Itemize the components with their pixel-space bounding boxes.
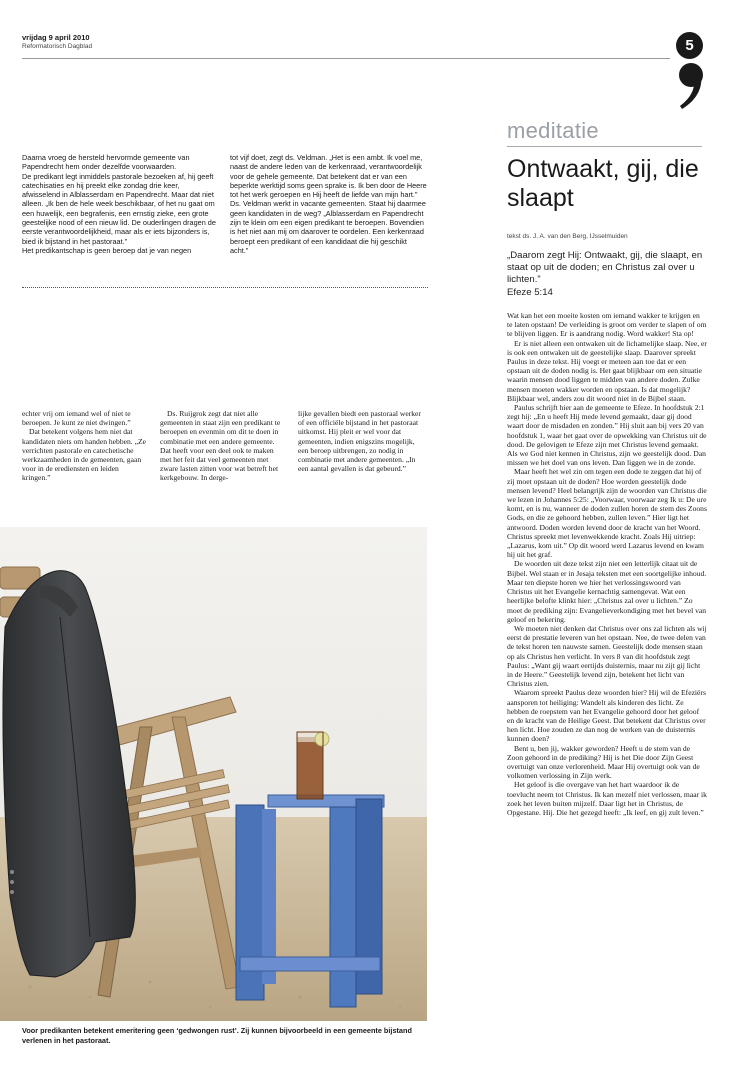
- paragraph: Wat kan het een moeite kosten om iemand wakker te krijgen en te laten opstaan! De verleiding is groot om verder te slapen of om te blijven liggen. Er is aandrang nodig. Word wakker! Sta op!: [507, 311, 707, 339]
- newspaper-name: Reformatorisch Dagblad: [22, 43, 93, 50]
- article-column-2-bottom: [160, 409, 285, 483]
- paragraph: Daarna vroeg de hersteld hervormde gemeente van Papendrecht hem onder dezelfde voorwaarden.: [22, 153, 190, 172]
- photo-chair-jacket-table: [0, 527, 427, 1021]
- article-column-1-top: [22, 153, 217, 255]
- paragraph: Ds. Ruijgrok zegt dat niet alle gemeenten in staat zijn een predikant te beroepen en evenmin om dit te doen in combinatie met een andere gemeente. Dat heeft voor een deel ook te maken met het feit dat veel gemeenten met zware lasten zitten voor wat betreft het kerkgebouw. In derge-: [160, 409, 281, 483]
- paragraph: Maar heeft het wel zin om tegen een dode te zeggen dat hij of zij moet opstaan uit de doden? Hoe worden geestelijk dode mensen levend? Heel belangrijk zijn de woorden van Christus die we lezen in Johannes 5:25: „Voorwaar, voorwaar zeg Ik u: De ure komt, en is nu, wanneer de doden zullen horen de stem des Zoons Gods, en die ze gehoord hebben, zullen leven.” Hier ligt het antwoord. Doden worden levend door de kracht van het Woord. Christus spreekt met levenwekkende kracht. Zoals Hij uitriep: „Lazarus, kom uit.” Op dit woord werd Lazarus levend en kwam hij uit het graf.: [507, 467, 707, 560]
- paragraph: Paulus schrijft hier aan de gemeente te Efeze. In hoofdstuk 2:1 zegt hij: „En u heeft Hij mede levend gemaakt, daar gij dood waart door de misdaden en zonden.” Hij sluit aan bij vers 20 van hoofdstuk 1, waar het gaat over de opwekking van Christus uit de dood. De gelovigen te Efeze zijn met Christus levend gemaakt. Als we God niet kennen in Christus, zijn we geestelijk dood. Dan missen we het doel van ons leven. Dan liggen we in de zonde.: [507, 403, 707, 468]
- paragraph: Het predikantschap is geen beroep dat je van negen: [22, 245, 192, 255]
- section-label: meditatie: [507, 118, 599, 143]
- article-photo: [0, 527, 427, 1021]
- paragraph: echter vrij om iemand wel of niet te beroepen. Je kunt ze niet dwingen.”: [22, 409, 131, 428]
- paragraph: De woorden uit deze tekst zijn niet een letterlijk citaat uit de Bijbel. Wel staan er in Jesaja teksten met een soortgelijke inhoud. Maar ten diepste horen we hier het verlossingswoord van Christus uit het Evangelie kernachtig samengevat. Wat een heerlijke belofte klinkt hier: „Christus zal over u lichten.” Zo moet de prediking zijn: Evangelieverkondiging met het bevel van geloof en bekering.: [507, 559, 707, 624]
- paragraph: Bent u, ben jij, wakker geworden? Heeft u de stem van de Zoon gehoord in de prediking? Hij is het Die door Zijn Geest overtuigt van onze verlorenheid. Maar Hij overtuigt ook van de volkomen verlossing in Zijn werk.: [507, 743, 700, 781]
- bible-quote: „Daarom zegt Hij: Ontwaakt, gij, die slaapt, en staat op uit de doden; en Christus zal over u lichten.”: [507, 250, 703, 286]
- page-date: vrijdag 9 april 2010: [22, 33, 90, 42]
- paragraph: lijke gevallen biedt een pastoraal werker of een officiële bijstand in het pastoraat uitkomst. Hij pleit er wel voor dat gemeenten, indien enigszins mogelijk, een beroep uitbrengen, zo nodig in combinatie met andere gemeenten. „In een aantal gevallen is dat gebeurd.”: [298, 409, 421, 474]
- meditation-title: Ontwaakt, gij, die slaapt: [507, 155, 699, 212]
- comma-logo-icon: [674, 62, 708, 110]
- meditation-body: [507, 311, 707, 817]
- paragraph: Ds. Veldman werkt in vacante gemeenten. Staat hij daarmee geen kandidaten in de weg? „Alblasserdam en Papendrecht zijn te klein om een eigen predikant te beroepen. Bovendien is het niet aan mij om daarover te oordelen. Een kerkenraad beroept een predikant of een kandidaat die hij geschikt acht.”: [230, 199, 426, 255]
- meditation-byline: tekst ds. J. A. van den Berg, IJsselmuiden: [507, 233, 628, 240]
- header-rule: [22, 58, 670, 59]
- paragraph: tot vijf doet, zegt ds. Veldman. „Het is een ambt. Ik voel me, naast de andere leden van de kerkenraad, verantwoordelijk voor de gehele gemeente. Dat betekent dat er van een beperkte werktijd soms geen sprake is. Ik ben door de Heere tot het werk geroepen en Hij heeft de liefde van mijn hart.”: [230, 153, 427, 200]
- section-divider: [22, 287, 428, 288]
- article-column-2-top: [230, 153, 427, 255]
- page-number: 5: [676, 32, 703, 59]
- paragraph: Waarom spreekt Paulus deze woorden hier? Hij wil de Efeziërs aansporen tot heiliging: Wandelt als kinderen des licht. Ze hebben de roepstem van het Evangelie gehoord door het geloof en de kracht van de Heilige Geest. Dat betekent dat Christus over hen licht. Hoe zouden ze dan nog de werken van de duisternis kunnen doen?: [507, 688, 706, 744]
- paragraph: De predikant legt inmiddels pastorale bezoeken af, hij geeft catechisaties en hij preekt elke zondag drie keer, afwisselend in Alblasserdam en Papendrecht. Maar dat niet alleen. „Ik ben de hele week beschikbaar, of het nu gaat om een huwelijk, een begrafenis, een ernstig zieke, een grote geestelijke nood of een nieuw lid. De ouderlingen dragen de eerste verantwoordelijkheid, maar als er iets bijzonders is, bied ik bijstand in het pastoraat.”: [22, 171, 216, 246]
- article-column-3-bottom: [298, 409, 427, 473]
- article-column-1-bottom: [22, 409, 147, 483]
- section-rule: [507, 146, 702, 147]
- paragraph: We moeten niet denken dat Christus over ons zal lichten als wij eerst de prestatie leveren van het opstaan. Nee, de twee delen van de tekst horen ten nauwste samen. Geestelijk dode mensen staan op als Christus hen verlicht. In vers 8 van dit hoofdstuk zegt Paulus: „Want gij waart eertijds duisternis, maar nu zijt gij licht in de Heere.” Geestelijk levend zijn, betekent het licht van Christus zien.: [507, 623, 707, 689]
- bible-reference: Efeze 5:14: [507, 287, 553, 298]
- photo-caption: Voor predikanten betekent emeritering geen ‘gedwongen rust’. Zij kunnen bijvoorbeeld in een gemeente bijstand verlenen in het pastoraat.: [22, 1026, 412, 1045]
- paragraph: Er is niet alleen een ontwaken uit de lichamelijke slaap. Nee, er is ook een ontwaken uit de geestelijke slaap. Daarover spreekt Paulus in deze tekst. Hij voegt er meteen aan toe dat er een opstaan uit de doden nodig is. Het gaat blijkbaar om een situatie waarin mensen dood liggen te midden van andere doden. Zulke mensen moeten wakker worden en opstaan. Is dat mogelijk? Blijkbaar wel, anders zou dit woord niet in de Bijbel staan.: [507, 338, 707, 403]
- paragraph: Het geloof is die overgave van het hart waardoor ik de toevlucht neem tot Christus. Ik kan mezelf niet verlossen, maar ik zoek het leven buiten mijzelf. Daar ligt het in Christus, de Opgestane. Hij. Die het gezegd heeft: „Ik leef, en gij zult leven.”: [507, 780, 707, 817]
- paragraph: Dat betekent volgens hem niet dat kandidaten niets om handen hebben. „Ze verrichten pastorale en catechetische werkzaamheden in de gemeenten, gaan voor in de erediensten en leiden kringen.”: [22, 427, 146, 483]
